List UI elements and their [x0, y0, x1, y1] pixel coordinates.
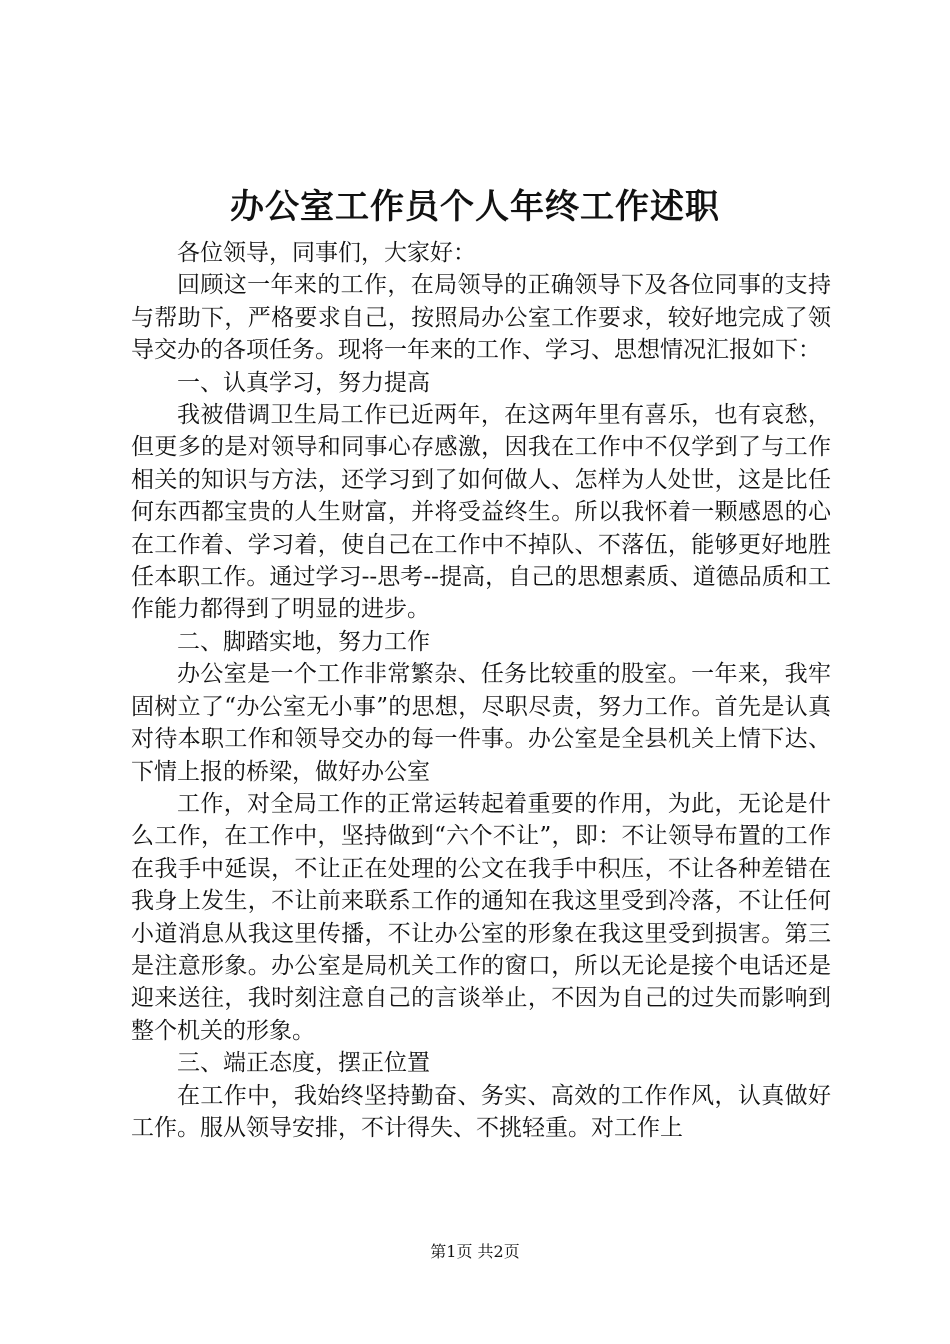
- section-heading-3: 三、端正态度，摆正位置: [177, 1050, 430, 1077]
- intro-paragraph: 回顾这一年来的工作，在局领导的正确领导下及各位同事的支持与帮助下，严格要求自己，按照局办公室工作要求，较好地完成了领导交办的各项任务。现将一年来的工作、学习、思想情况汇报如下：: [131, 272, 831, 364]
- section-heading-2: 二、脚踏实地，努力工作: [177, 628, 430, 655]
- section-2-paragraph-2: 工作，对全局工作的正常运转起着重要的作用，为此，无论是什么工作，在工作中，坚持做到“六个不让”，即：不让领导布置的工作在我手中延误，不让正在处理的公文在我手中积压，不让各种差错在我身上发生，不让前来联系工作的通知在我这里受到冷落，不让任何小道消息从我这里传播，不让办公室的形象在我这里受到损害。第三是注意形象。办公室是局机关工作的窗口，所以无论是接个电话还是迎来送往，我时刻注意自己的言谈举止，不因为自己的过失而影响到整个机关的形象。: [131, 790, 831, 1044]
- document-body: [131, 237, 831, 1144]
- page-number-footer: 第1页 共2页: [430, 1242, 520, 1261]
- section-1-paragraph: 我被借调卫生局工作已近两年，在这两年里有喜乐，也有哀愁，但更多的是对领导和同事心存感激，因我在工作中不仅学到了与工作相关的知识与方法，还学习到了如何做人、怎样为人处世，这是比任何东西都宝贵的人生财富，并将受益终生。所以我怀着一颗感恩的心在工作着、学习着，使自己在工作中不掉队、不落伍，能够更好地胜任本职工作。通过学习--思考--提高，自己的思想素质、道德品质和工作能力都得到了明显的进步。: [131, 402, 831, 623]
- section-3-paragraph: 在工作中，我始终坚持勤奋、务实、高效的工作作风，认真做好工作。服从领导安排，不计得失、不挑轻重。对工作上: [131, 1082, 831, 1141]
- section-heading-1: 一、认真学习，努力提高: [177, 369, 430, 396]
- section-2-paragraph-1: 办公室是一个工作非常繁杂、任务比较重的股室。一年来，我牢固树立了“办公室无小事”的思想，尽职尽责，努力工作。首先是认真对待本职工作和领导交办的每一件事。办公室是全县机关上情下达、下情上报的桥梁，做好办公室: [131, 661, 831, 785]
- document-title: 办公室工作员个人年终工作述职: [230, 187, 720, 227]
- greeting-paragraph: 各位领导，同事们，大家好：: [177, 240, 476, 266]
